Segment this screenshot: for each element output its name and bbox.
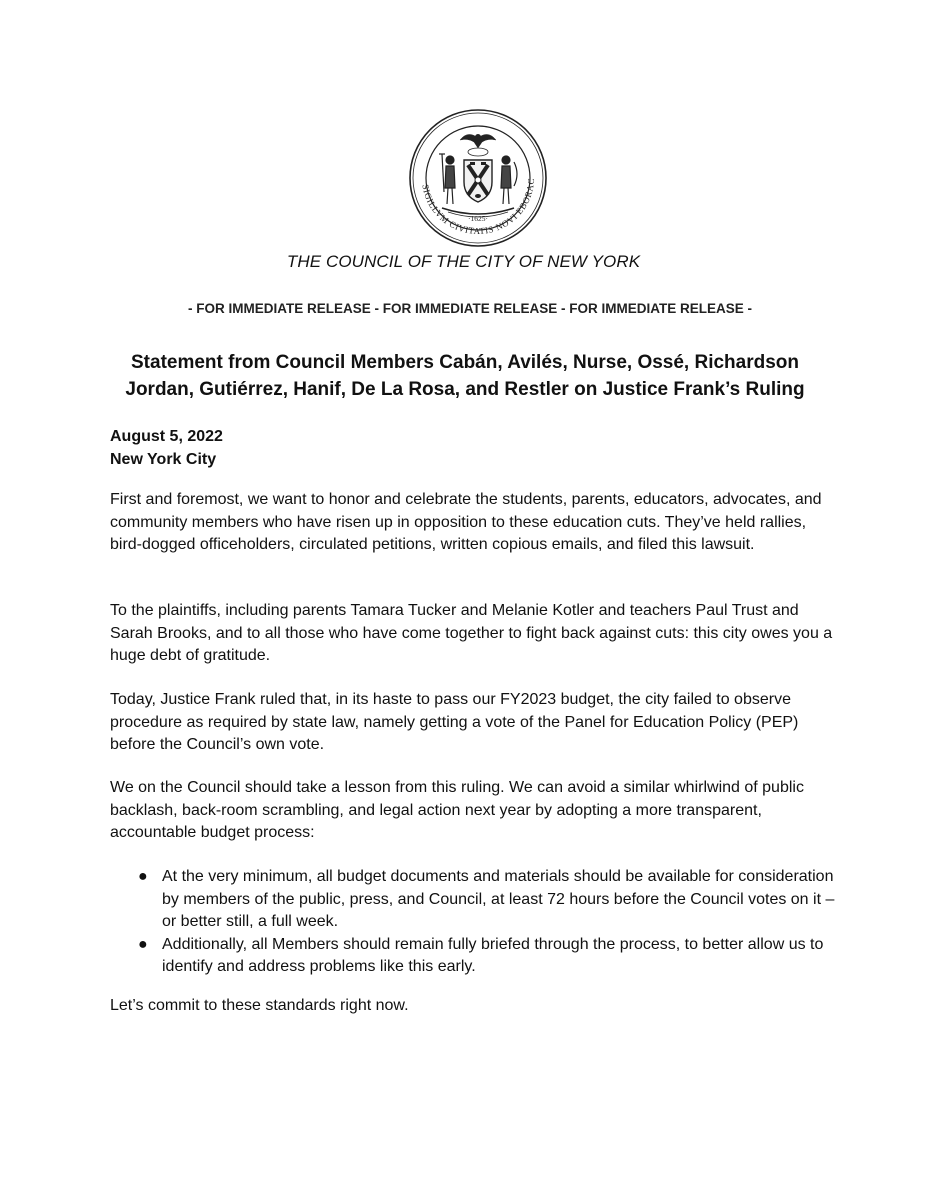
bullet-icon: ● (138, 935, 148, 953)
council-title: THE COUNCIL OF THE CITY OF NEW YORK (286, 252, 641, 271)
list-item (110, 866, 835, 934)
seal-ring-text: SIGILLVM CIVITATIS NOVI EBORAC (420, 177, 537, 237)
list-item-text: Additionally, all Members should remain fully briefed through the process, to better allow us to identify and address problems like this early. (162, 935, 824, 975)
release-location: New York City (110, 451, 217, 468)
headline-line-2: Jordan, Gutiérrez, Hanif, De La Rosa, and Restler on Justice Frank’s Ruling (125, 379, 805, 400)
native-figure-icon (501, 156, 517, 204)
headline-line-1: Statement from Council Members Cabán, Avilés, Nurse, Ossé, Richardson (131, 352, 799, 373)
bullet-icon: ● (138, 868, 148, 885)
shield-icon (464, 160, 492, 202)
statement-headline (100, 349, 830, 403)
nyc-council-seal-icon (408, 108, 548, 248)
dateline (110, 425, 223, 471)
body-paragraph: We on the Council should take a lesson from this ruling. We can avoid a similar whirlwind of public backlash, back-room scrambling, and legal action next year by adopting a more transparent, accountable budget process: (110, 779, 804, 841)
body-paragraph: Today, Justice Frank ruled that, in its haste to pass our FY2023 budget, the city failed to observe procedure as required by state law, namely getting a vote of the Panel for Education Policy (PEP) before the Council’s own vote. (110, 691, 799, 753)
seal-year: ·1625· (468, 214, 488, 223)
body-paragraph: First and foremost, we want to honor and celebrate the students, parents, educators, advocates, and community members who have risen up in opposition to these education cuts. They’ve held rallies, bird-dogged officeholders, circulated petitions, written copious emails, and filed this lawsuit. (110, 491, 822, 553)
closing-line: Let’s commit to these standards right now. (110, 997, 409, 1014)
eagle-icon (460, 134, 496, 148)
release-date: August 5, 2022 (110, 428, 223, 445)
list-item (110, 934, 835, 979)
sailor-figure-icon (439, 154, 455, 204)
recommendation-list (110, 866, 835, 979)
body-paragraph: To the plaintiffs, including parents Tamara Tucker and Melanie Kotler and teachers Paul Trust and Sarah Brooks, and to all those who have come together to fight back against cuts: this city owes you a huge debt of gratitude. (110, 602, 833, 664)
list-item-text: At the very minimum, all budget documents and materials should be available for consideration by members of the public, press, and Council, at least 72 hours before the Council votes on it – or better still, a full week. (162, 868, 835, 930)
release-banner: - FOR IMMEDIATE RELEASE - FOR IMMEDIATE RELEASE - FOR IMMEDIATE RELEASE - (187, 301, 752, 316)
